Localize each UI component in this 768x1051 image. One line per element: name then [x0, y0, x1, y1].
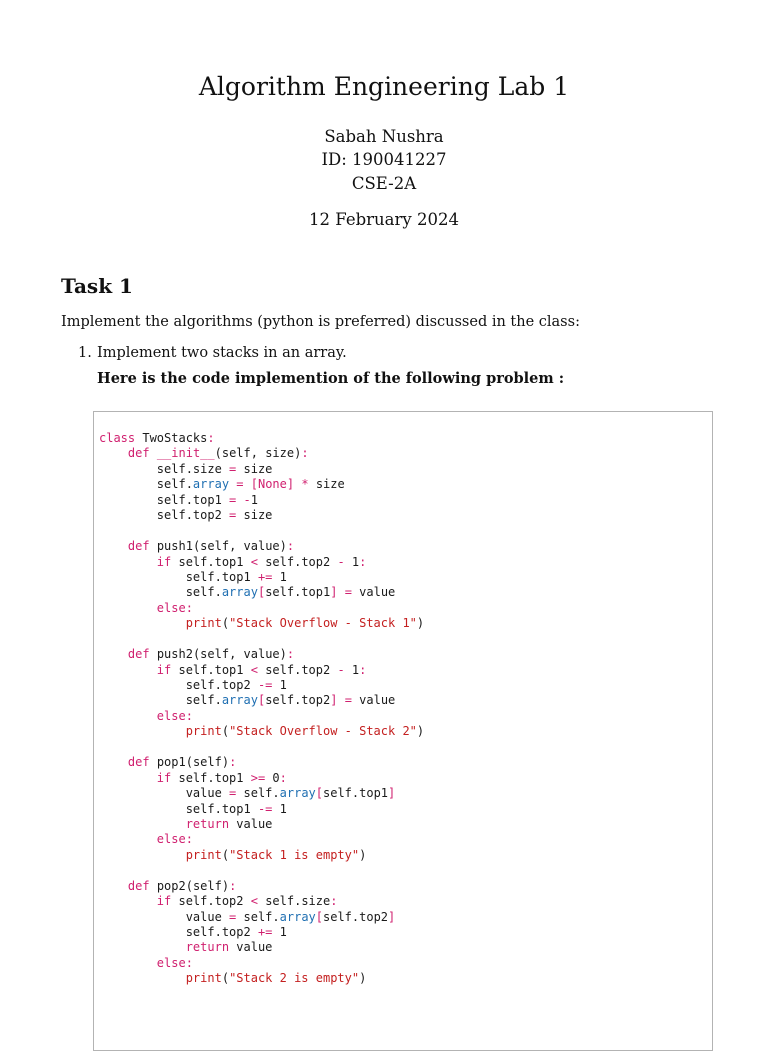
code-token [99, 724, 186, 738]
code-token: "Stack 2 is empty" [229, 971, 360, 986]
code-token: pop1(self) [149, 755, 230, 770]
code-token: size [308, 477, 345, 492]
code-token: : [229, 755, 237, 770]
code-token: : [301, 446, 309, 461]
code-token: print [185, 971, 222, 986]
code-token: self.top1 [99, 569, 258, 584]
code-token: -= [257, 801, 273, 816]
code-token: size [236, 508, 273, 523]
code-token: : [185, 600, 193, 615]
code-token [99, 971, 186, 985]
code-line [99, 925, 424, 940]
code-token: size [236, 461, 273, 476]
code-token: return [185, 940, 230, 955]
code-token: 1 [272, 925, 287, 939]
code-token: 1 [272, 569, 287, 584]
code-token: value [99, 786, 230, 801]
code-token: 1 [344, 662, 360, 677]
code-token: self. [99, 585, 222, 600]
code-token: if [156, 554, 172, 569]
code-line [99, 431, 424, 446]
code-token: : [185, 832, 193, 847]
code-token: 1 [272, 801, 287, 816]
code-token: - [243, 492, 251, 507]
code-token: : [359, 662, 367, 677]
code-token [99, 663, 157, 677]
code-token: def [127, 647, 150, 662]
code-line [99, 724, 424, 739]
code-token: = [229, 492, 237, 507]
code-token: < [250, 662, 258, 677]
document-date: 12 February 2024 [309, 210, 459, 229]
code-token: ) [359, 847, 367, 862]
code-token [244, 477, 251, 491]
code-token: self. [99, 693, 222, 708]
code-token: None [257, 477, 287, 492]
code-line [99, 493, 424, 508]
code-token: = [229, 909, 237, 924]
code-token: array [192, 477, 230, 492]
code-token: value [351, 585, 396, 600]
code-line [99, 771, 424, 786]
code-line [99, 940, 424, 955]
code-token: TwoStacks [135, 431, 208, 445]
list-item-text: Implement two stacks in an array. [97, 345, 347, 361]
code-token: : [286, 539, 295, 554]
department: CSE-2A [351, 174, 417, 193]
code-listing [93, 411, 713, 1051]
code-token [99, 771, 157, 785]
code-token: self.top2 [171, 894, 251, 909]
code-token: < [250, 554, 258, 569]
code-token: : [330, 894, 338, 909]
code-token: else [156, 600, 186, 615]
code-token: 1 [272, 678, 287, 692]
code-token: : [279, 770, 287, 785]
code-token [99, 555, 157, 569]
code-token [99, 709, 157, 723]
code-token [99, 446, 128, 460]
code-token: "Stack Overflow - Stack 2" [229, 724, 417, 739]
code-token: self.top1 [171, 770, 251, 785]
code-token: class [99, 431, 136, 445]
code-line [99, 786, 424, 801]
code-line [99, 585, 424, 600]
code-token: = [229, 786, 237, 801]
code-token: [ [315, 909, 323, 924]
list-number: 1. [78, 345, 92, 361]
author-name: Sabah Nushra [324, 127, 444, 146]
code-token: self.size [99, 461, 230, 476]
code-token: "Stack Overflow - Stack 1" [229, 616, 417, 631]
code-token: def [127, 878, 150, 893]
code-token: array [279, 786, 316, 801]
code-line [99, 817, 424, 832]
code-token: array [279, 909, 316, 924]
code-token: ] [286, 477, 295, 492]
code-line [99, 647, 424, 662]
code-token: print [185, 847, 222, 862]
code-token: [ [315, 786, 323, 801]
code-line [99, 956, 424, 971]
code-line [99, 446, 424, 461]
code-token: : [286, 647, 295, 662]
code-token: self.top1 [171, 662, 251, 677]
code-line [99, 616, 424, 631]
code-token [150, 446, 157, 460]
code-token: pop2(self) [149, 878, 230, 893]
code-line [99, 524, 424, 539]
code-token: self. [236, 786, 280, 801]
code-token: value [229, 816, 273, 831]
code-token: self.top2 [257, 662, 338, 677]
code-token: ) [416, 724, 425, 739]
code-token: ( [221, 847, 230, 862]
code-token: ) [416, 616, 425, 631]
code-token: = [344, 585, 352, 600]
code-token: self.top2 [99, 508, 230, 523]
code-line [99, 755, 424, 770]
code-token: self. [236, 909, 280, 924]
code-token: : [185, 955, 193, 970]
code-line [99, 678, 424, 693]
code-token: ] [330, 693, 338, 708]
code-token: self.top2 [323, 909, 389, 924]
code-token: self.top1 [265, 585, 331, 600]
code-token: if [156, 770, 172, 785]
code-line [99, 555, 424, 570]
section-heading: Task 1 [61, 274, 133, 298]
code-token: * [301, 477, 309, 492]
code-token: 1 [344, 554, 360, 569]
code-token: ( [221, 724, 230, 739]
code-token: 1 [250, 492, 258, 507]
code-token: print [185, 616, 222, 631]
code-token: : [207, 431, 215, 445]
code-token: def [127, 539, 150, 554]
code-token: value [229, 940, 273, 955]
code-token: = [229, 508, 237, 523]
code-token [99, 894, 157, 908]
student-id: ID: 190041227 [321, 150, 447, 169]
code-token [99, 539, 128, 553]
code-token: self.top1 [171, 554, 251, 569]
code-token: self.top1 [323, 786, 389, 801]
code-token: array [221, 585, 258, 600]
code-token: [ [250, 477, 258, 492]
code-token [337, 585, 344, 599]
code-token: self.top1 [99, 801, 258, 816]
code-token: ( [221, 971, 230, 986]
code-token [99, 940, 186, 954]
code-token: : [229, 878, 237, 893]
code-token: - [337, 554, 345, 569]
code-line [99, 863, 424, 878]
code-block [99, 431, 424, 987]
code-token [99, 601, 157, 615]
code-token [99, 817, 186, 831]
code-token: else [156, 708, 186, 723]
code-line [99, 832, 424, 847]
code-line [99, 570, 424, 585]
code-token: else [156, 955, 186, 970]
code-token [337, 693, 344, 707]
document-title: Algorithm Engineering Lab 1 [198, 72, 570, 101]
code-token: 0 [265, 770, 280, 785]
code-line [99, 539, 424, 554]
code-line [99, 740, 424, 755]
code-line [99, 462, 424, 477]
section-intro: Implement the algorithms (python is preferred) discussed in the class: [61, 314, 580, 330]
code-token [99, 879, 128, 893]
code-token: return [185, 816, 230, 831]
code-token: print [185, 724, 222, 739]
code-token: ] [330, 585, 338, 600]
code-token [99, 832, 157, 846]
code-token: - [337, 662, 345, 677]
list-item [78, 343, 347, 363]
code-token: = [229, 461, 237, 476]
code-line [99, 709, 424, 724]
code-token: = [344, 693, 352, 708]
code-line [99, 508, 424, 523]
code-token: push1(self, value) [149, 539, 287, 554]
code-token: self.top2 [265, 693, 331, 708]
code-token: ) [359, 971, 367, 986]
code-token: : [359, 554, 367, 569]
code-line [99, 632, 424, 647]
code-line [99, 910, 424, 925]
code-token: ] [388, 786, 396, 801]
code-token: value [351, 693, 396, 708]
code-token: push2(self, value) [149, 647, 287, 662]
code-line [99, 693, 424, 708]
code-line [99, 848, 424, 863]
code-token: "Stack 1 is empty" [229, 847, 360, 862]
code-token [99, 616, 186, 630]
code-token: += [257, 569, 273, 584]
code-token: [ [257, 693, 266, 708]
code-line [99, 894, 424, 909]
code-token: self. [99, 477, 193, 492]
code-line [99, 802, 424, 817]
code-token: [ [257, 585, 266, 600]
code-token: ] [388, 909, 396, 924]
code-line [99, 663, 424, 678]
code-token [99, 647, 128, 661]
code-token: else [156, 832, 186, 847]
code-line [99, 601, 424, 616]
code-token [99, 848, 186, 862]
code-line [99, 477, 424, 492]
code-token: def [127, 446, 150, 461]
code-token: : [185, 708, 193, 723]
code-token: value [99, 909, 230, 924]
code-token: ( [221, 616, 230, 631]
code-token: self.top2 [99, 925, 258, 939]
code-token: self.top2 [257, 554, 338, 569]
code-token: -= [257, 678, 273, 692]
code-line [99, 971, 424, 986]
code-token: += [257, 925, 273, 939]
code-token: = [236, 477, 244, 492]
code-token: self.top2 [99, 678, 258, 692]
code-token: self.size [257, 894, 331, 909]
code-token: def [127, 755, 150, 770]
code-token [99, 956, 157, 970]
code-lead-text: Here is the code implemention of the following problem : [97, 370, 565, 387]
code-token: (self, size) [214, 446, 302, 461]
code-token: < [250, 894, 258, 909]
code-token [236, 493, 243, 507]
code-token: __init__ [156, 446, 215, 461]
code-token: self.top1 [99, 492, 230, 507]
code-token: array [221, 693, 258, 708]
code-token: >= [250, 770, 266, 785]
code-line [99, 879, 424, 894]
code-token: if [156, 894, 172, 909]
code-token [99, 755, 128, 769]
code-token: if [156, 662, 172, 677]
